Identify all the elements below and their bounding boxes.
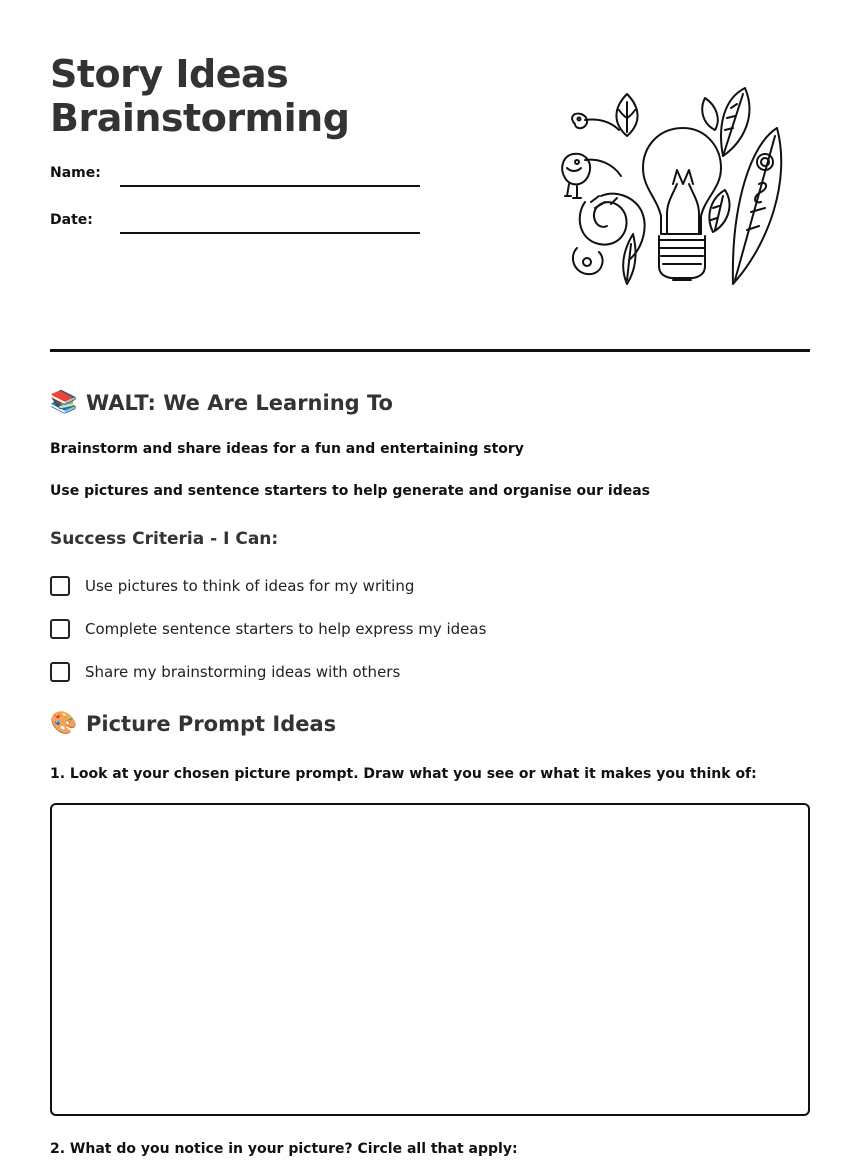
kiwi-bird-left-icon [562, 154, 621, 198]
walt-heading-text: WALT: We Are Learning To [86, 390, 393, 415]
date-input-line[interactable] [120, 232, 420, 234]
koru-swirl-icon [573, 194, 645, 284]
walt-heading [50, 390, 393, 415]
date-label: Date: [50, 212, 93, 228]
picture-prompt-heading [50, 711, 336, 736]
criteria-checkbox-3[interactable] [50, 662, 70, 682]
criteria-label-1: Use pictures to think of ideas for my writing [85, 577, 415, 595]
page-title-line-2: Brainstorming [50, 96, 350, 140]
books-icon: 📚 [50, 390, 78, 415]
criteria-item-3 [50, 660, 400, 684]
name-field [50, 165, 420, 189]
kiwi-bird-top-icon [572, 114, 619, 130]
question-1: 1. Look at your chosen picture prompt. Draw what you see or what it makes you think of: [50, 766, 757, 782]
palette-icon: 🎨 [50, 711, 78, 736]
criteria-label-2: Complete sentence starters to help express my ideas [85, 620, 487, 638]
criteria-label-3: Share my brainstorming ideas with others [85, 663, 401, 681]
tall-leaf-icon [733, 128, 781, 284]
success-criteria-heading: Success Criteria - I Can: [50, 529, 279, 549]
date-field [50, 212, 420, 236]
criteria-checkbox-2[interactable] [50, 619, 70, 639]
walt-goal-1: Brainstorm and share ideas for a fun and entertaining story [50, 441, 524, 457]
drawing-area[interactable] [50, 803, 810, 1116]
picture-prompt-heading-text: Picture Prompt Ideas [86, 711, 337, 736]
criteria-item-2 [50, 617, 486, 641]
section-divider [50, 349, 810, 352]
question-2: 2. What do you notice in your picture? Circle all that apply: [50, 1141, 518, 1157]
page-title-line-1: Story Ideas [50, 52, 289, 96]
criteria-checkbox-1[interactable] [50, 576, 70, 596]
feather-right-icon [702, 88, 749, 156]
small-leaf-icon [709, 190, 729, 232]
lightbulb-illustration-icon [555, 84, 795, 290]
bulb-icon [643, 128, 721, 280]
page-title [50, 52, 349, 140]
name-label: Name: [50, 165, 101, 181]
name-input-line[interactable] [120, 185, 420, 187]
criteria-item-1 [50, 574, 414, 598]
walt-goal-2: Use pictures and sentence starters to help generate and organise our ideas [50, 483, 651, 499]
